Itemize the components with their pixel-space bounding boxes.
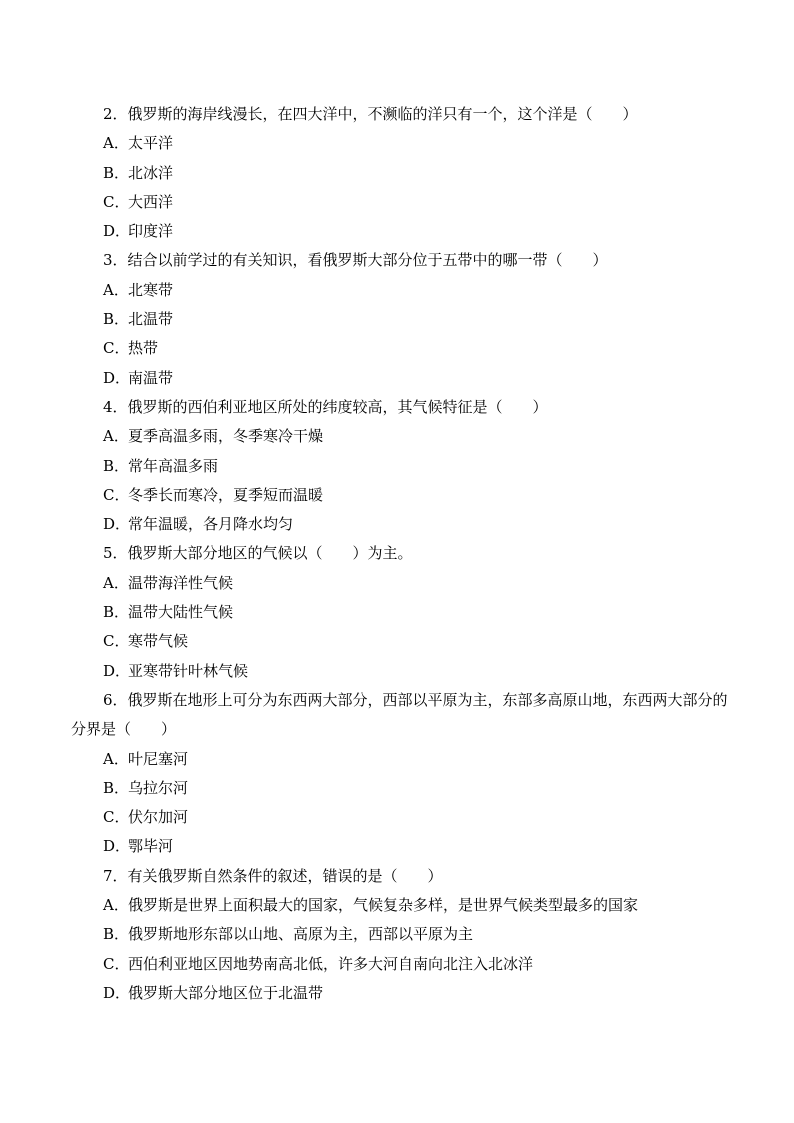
option-letter: A． bbox=[103, 280, 129, 299]
option-d bbox=[71, 217, 731, 246]
option-d bbox=[71, 979, 731, 1008]
option-letter: C． bbox=[103, 339, 130, 358]
question-4 bbox=[71, 393, 731, 539]
question-stem: 4．俄罗斯的西伯利亚地区所处的纬度较高，其气候特征是（ ） bbox=[103, 397, 548, 416]
option-text: 俄罗斯是世界上面积最大的国家，气候复杂多样，是世界气候类型最多的国家 bbox=[128, 896, 639, 915]
question-5 bbox=[71, 539, 731, 685]
question-6 bbox=[71, 686, 731, 862]
option-a bbox=[71, 891, 731, 920]
option-text: 热带 bbox=[128, 339, 159, 358]
option-d bbox=[71, 832, 731, 861]
option-letter: C． bbox=[103, 192, 130, 211]
option-letter: C． bbox=[103, 485, 130, 504]
option-letter: D． bbox=[103, 222, 131, 241]
option-letter: A． bbox=[103, 573, 129, 592]
option-text: 亚寒带针叶林气候 bbox=[128, 661, 249, 680]
option-text: 北温带 bbox=[128, 310, 174, 329]
option-text: 西伯利亚地区因地势南高北低，许多大河自南向北注入北冰洋 bbox=[128, 954, 534, 973]
option-text: 寒带气候 bbox=[128, 632, 189, 651]
option-b bbox=[71, 774, 731, 803]
question-stem: 2．俄罗斯的海岸线漫长，在四大洋中，不濒临的洋只有一个，这个洋是（ ） bbox=[103, 105, 638, 123]
question-stem: 7．有关俄罗斯自然条件的叙述，错误的是（ ） bbox=[103, 866, 443, 885]
option-text: 常年温暖，各月降水均匀 bbox=[128, 515, 294, 534]
question-stem: 6．俄罗斯在地形上可分为东西两大部分，西部以平原为主，东部多高原山地，东西两大部分的分界是（ ） bbox=[71, 690, 728, 739]
option-d bbox=[71, 364, 731, 393]
option-text: 俄罗斯地形东部以山地、高原为主，西部以平原为主 bbox=[128, 925, 474, 944]
option-text: 叶尼塞河 bbox=[128, 749, 189, 768]
question-7 bbox=[71, 862, 731, 1008]
option-b bbox=[71, 920, 731, 949]
option-text: 鄂毕河 bbox=[128, 837, 174, 856]
question-2 bbox=[71, 100, 731, 246]
option-c bbox=[71, 481, 731, 510]
option-text: 乌拉尔河 bbox=[128, 778, 189, 797]
option-d bbox=[71, 510, 731, 539]
option-d bbox=[71, 657, 731, 686]
option-letter: B． bbox=[103, 778, 130, 797]
option-letter: C． bbox=[103, 632, 130, 651]
option-letter: B． bbox=[103, 163, 130, 182]
option-letter: D． bbox=[103, 661, 131, 680]
option-letter: B． bbox=[103, 456, 130, 475]
option-text: 北寒带 bbox=[128, 280, 174, 299]
option-text: 伏尔加河 bbox=[128, 808, 189, 827]
option-text: 南温带 bbox=[128, 368, 174, 387]
option-text: 太平洋 bbox=[128, 134, 174, 153]
option-letter: A． bbox=[103, 427, 129, 446]
option-a bbox=[71, 422, 731, 451]
option-text: 夏季高温多雨，冬季寒冷干燥 bbox=[128, 427, 324, 446]
option-text: 北冰洋 bbox=[128, 163, 174, 182]
question-list bbox=[71, 100, 731, 1008]
option-c bbox=[71, 334, 731, 363]
option-letter: A． bbox=[103, 134, 129, 153]
option-c bbox=[71, 188, 731, 217]
option-c bbox=[71, 627, 731, 656]
option-a bbox=[71, 276, 731, 305]
option-letter: D． bbox=[103, 837, 131, 856]
option-letter: B． bbox=[103, 310, 130, 329]
option-text: 温带海洋性气候 bbox=[128, 573, 234, 592]
option-text: 大西洋 bbox=[128, 192, 174, 211]
option-a bbox=[71, 569, 731, 598]
option-letter: C． bbox=[103, 808, 130, 827]
option-text: 温带大陆性气候 bbox=[128, 603, 234, 622]
option-letter: B． bbox=[103, 603, 130, 622]
option-letter: A． bbox=[103, 896, 129, 915]
option-text: 印度洋 bbox=[128, 222, 174, 241]
option-c bbox=[71, 950, 731, 979]
option-letter: D． bbox=[103, 515, 131, 534]
option-c bbox=[71, 803, 731, 832]
option-text: 冬季长而寒冷，夏季短而温暖 bbox=[128, 485, 324, 504]
question-3 bbox=[71, 246, 731, 392]
option-b bbox=[71, 598, 731, 627]
option-b bbox=[71, 159, 731, 188]
option-letter: C． bbox=[103, 954, 130, 973]
option-letter: B． bbox=[103, 925, 130, 944]
option-letter: D． bbox=[103, 983, 131, 1002]
option-a bbox=[71, 745, 731, 774]
option-b bbox=[71, 452, 731, 481]
option-letter: A． bbox=[103, 749, 129, 768]
question-stem: 3．结合以前学过的有关知识，看俄罗斯大部分位于五带中的哪一带（ ） bbox=[103, 251, 608, 270]
option-letter: D． bbox=[103, 368, 131, 387]
option-a bbox=[71, 129, 731, 158]
option-b bbox=[71, 305, 731, 334]
question-stem: 5．俄罗斯大部分地区的气候以（ ）为主。 bbox=[103, 544, 413, 563]
option-text: 俄罗斯大部分地区位于北温带 bbox=[128, 983, 324, 1002]
option-text: 常年高温多雨 bbox=[128, 456, 219, 475]
